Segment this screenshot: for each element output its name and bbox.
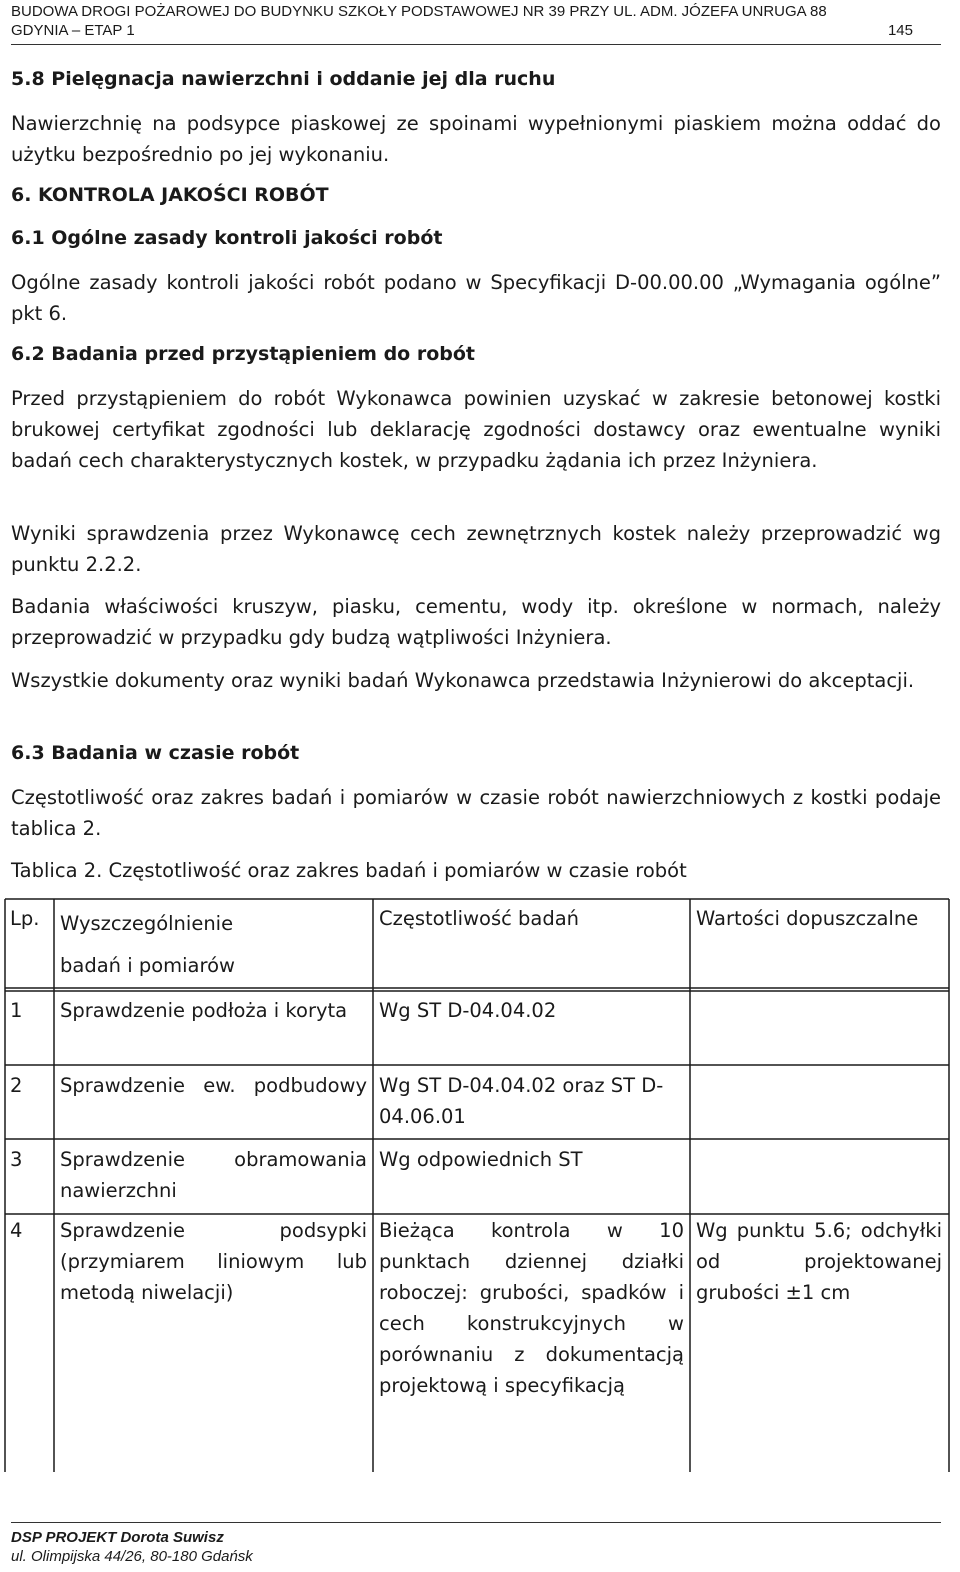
table-header-row: [4, 900, 948, 989]
table-cell-frequency: Bieżąca kontrola w 10 punktach dziennej działki roboczej: grubości, spadków i cech konstrukcyjnych w porównaniu z dokumentacją projektową i specyfikacją: [379, 1219, 684, 1397]
footer-address: ul. Olimpijska 44/26, 80-180 Gdańsk: [11, 1548, 253, 1565]
table-header-cell: Wartości dopuszczalne: [696, 907, 919, 930]
table-cell-frequency: Wg ST D-04.04.02 oraz ST D-04.06.01: [379, 1074, 664, 1128]
section-6-2-paragraph-1: Przed przystąpieniem do robót Wykonawca powinien uzyskać w zakresie betonowej kostki brukowej certyfikat zgodności lub deklarację zgodności dostawcy oraz ewentualne wyniki badań cech charakterystycznych kostek, w przypadku żądania ich przez Inżyniera.: [11, 387, 941, 472]
table-cell-lp: 1: [10, 999, 23, 1022]
section-5-8-heading: 5.8 Pielęgnacja nawierzchni i oddanie jej dla ruchu: [11, 68, 556, 90]
table-row: [4, 1066, 948, 1140]
table-caption: Tablica 2. Częstotliwość oraz zakres badań i pomiarów w czasie robót: [11, 859, 687, 882]
section-6-2-paragraph-2: Wyniki sprawdzenia przez Wykonawcę cech zewnętrznych kostek należy przeprowadzić wg punktu 2.2.2.: [11, 522, 941, 576]
table-row: [4, 989, 948, 1066]
header-title-line1: BUDOWA DROGI POŻAROWEJ DO BUDYNKU SZKOŁY PODSTAWOWEJ NR 39 PRZY UL. ADM. JÓZEFA UNRUGA 88: [11, 3, 827, 20]
page-footer: [11, 1522, 941, 1566]
table-header-text: Wyszczególnienie badań i pomiarów: [60, 912, 235, 977]
section-6-1-paragraph: Ogólne zasady kontroli jakości robót podano w Specyfikacji D-00.00.00 „Wymagania ogólne” pkt 6.: [11, 271, 941, 325]
section-6-3-heading: 6.3 Badania w czasie robót: [11, 742, 300, 764]
section-6-1-heading: 6.1 Ogólne zasady kontroli jakości robót: [11, 227, 443, 249]
table-cell-description: Sprawdzenie ew. podbudowy: [60, 1074, 367, 1097]
section-6-2-paragraph-4: Wszystkie dokumenty oraz wyniki badań Wykonawca przedstawia Inżynierowi do akceptacji.: [11, 669, 915, 692]
section-6-heading: 6. KONTROLA JAKOŚCI ROBÓT: [11, 184, 329, 206]
section-6-2-heading: 6.2 Badania przed przystąpieniem do robót: [11, 343, 475, 365]
table-cell-description: Sprawdzenie obramowania nawierzchni: [60, 1148, 367, 1202]
table-cell-lp: 4: [10, 1219, 23, 1242]
table-row: [4, 1140, 948, 1215]
section-6-3-paragraph: Częstotliwość oraz zakres badań i pomiarów w czasie robót nawierzchniowych z kostki podaje tablica 2.: [11, 786, 941, 840]
section-6-2-paragraph-3: Badania właściwości kruszyw, piasku, cementu, wody itp. określone w normach, należy przeprowadzić w przypadku gdy budzą wątpliwości Inżyniera.: [11, 595, 941, 649]
page-header: [11, 0, 941, 45]
table-cell-lp: 3: [10, 1148, 23, 1171]
table-cell-description: Sprawdzenie podłoża i koryta: [60, 999, 348, 1022]
table-cell-frequency: Wg ST D-04.04.02: [379, 999, 557, 1022]
table-header-cell: [54, 900, 373, 989]
quality-control-table: [4, 900, 948, 1401]
page-number: 145: [887, 22, 913, 39]
footer-firm-name: DSP PROJEKT Dorota Suwisz: [11, 1529, 224, 1546]
section-5-8-paragraph: Nawierzchnię na podsypce piaskowej ze spoinami wypełnionymi piaskiem można oddać do użytku bezpośrednio po jej wykonaniu.: [11, 112, 941, 166]
table-cell-values: [690, 989, 948, 1066]
table-cell-values: Wg punktu 5.6; odchyłki od projektowanej grubości ±1 cm: [696, 1219, 942, 1304]
table-cell-description: Sprawdzenie podsypki (przymiarem liniowym lub metodą niwelacji): [60, 1219, 367, 1304]
table-row: [4, 1215, 948, 1401]
table-header-cell: Częstotliwość badań: [379, 907, 580, 930]
page: [11, 0, 941, 882]
table-header-cell: Lp.: [10, 907, 40, 930]
table-cell-values: [690, 1140, 948, 1215]
table-cell-values: [690, 1066, 948, 1140]
header-title-line2: GDYNIA – ETAP 1: [11, 22, 135, 39]
table-cell-lp: 2: [10, 1074, 23, 1097]
table-cell-frequency: Wg odpowiednich ST: [379, 1148, 583, 1171]
